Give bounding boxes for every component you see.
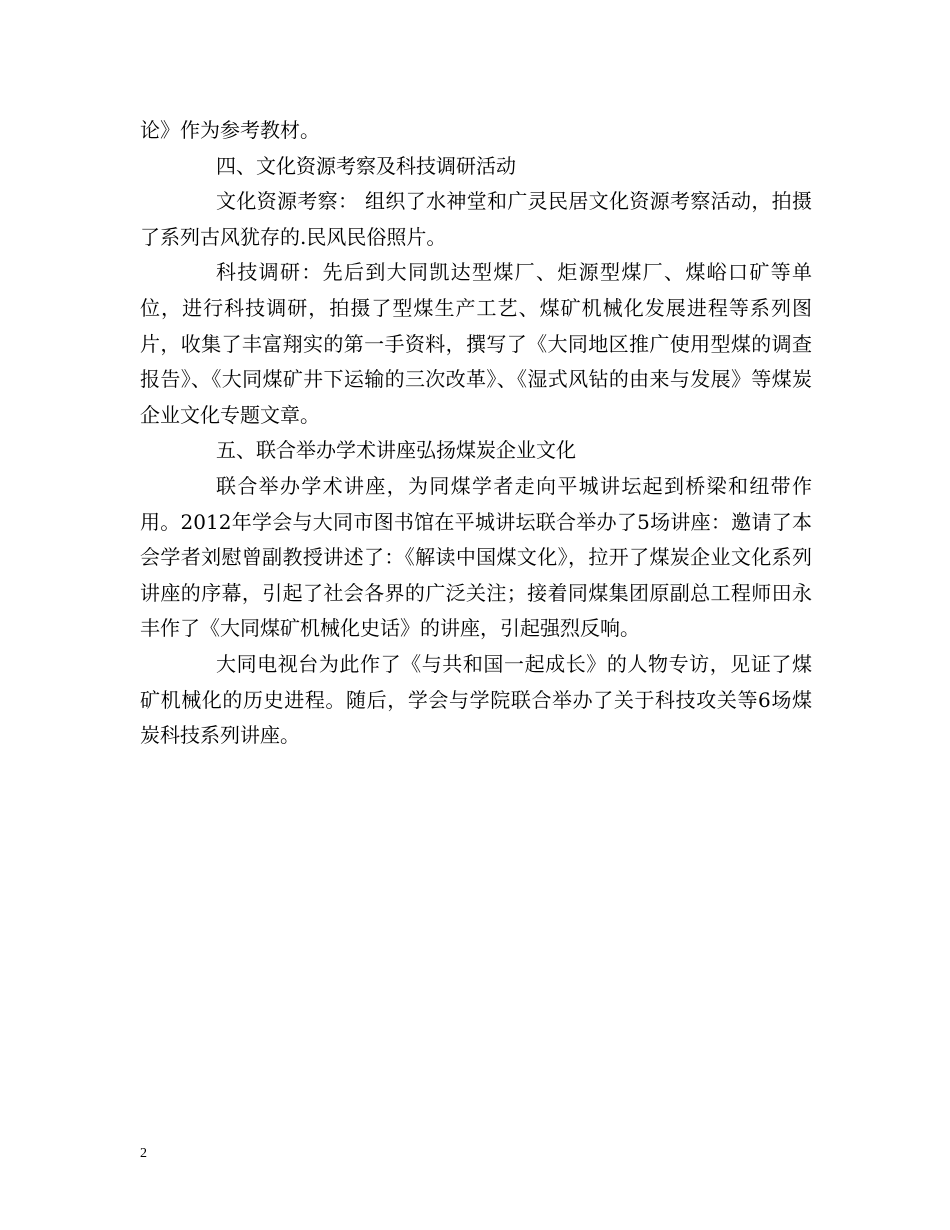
paragraph-continuation: 论》作为参考教材。: [140, 118, 320, 142]
paragraph-cultural-survey: 文化资源考察： 组织了水神堂和广灵民居文化资源考察活动，拍摄了系列古风犹存的.民风民俗照片。: [140, 189, 812, 249]
paragraph-lectures: 联合举办学术讲座，为同煤学者走向平城讲坛起到桥梁和纽带作用。2012年学会与大同市图书馆在平城讲坛联合举办了5场讲座：邀请了本会学者刘慰曾副教授讲述了：《解读中国煤文化》，拉开了煤炭企业文化系列讲座的序幕，引起了社会各界的广泛关注；接着同煤集团原副总工程师田永丰作了《大同煤矿机械化史话》的讲座，引起强烈反响。: [140, 473, 812, 641]
paragraph-tv-interview: 大同电视台为此作了《与共和国一起成长》的人物专访，见证了煤矿机械化的历史进程。随后，学会与学院联合举办了关于科技攻关等6场煤炭科技系列讲座。: [140, 651, 812, 748]
paragraph-tech-research: 科技调研：先后到大同凯达型煤厂、炬源型煤厂、煤峪口矿等单位，进行科技调研，拍摄了型煤生产工艺、煤矿机械化发展进程等系列图片，收集了丰富翔实的第一手资料，撰写了《大同地区推广使用型煤的调查报告》、《大同煤矿井下运输的三次改革》、《湿式风钻的由来与发展》等煤炭企业文化专题文章。: [140, 260, 812, 427]
document-body: [140, 113, 812, 754]
section-heading-5: 五、联合举办学术讲座弘扬煤炭企业文化: [216, 438, 576, 463]
section-heading-4: 四、文化资源考察及科技调研活动: [216, 153, 516, 178]
page-number: 2: [140, 1146, 147, 1161]
